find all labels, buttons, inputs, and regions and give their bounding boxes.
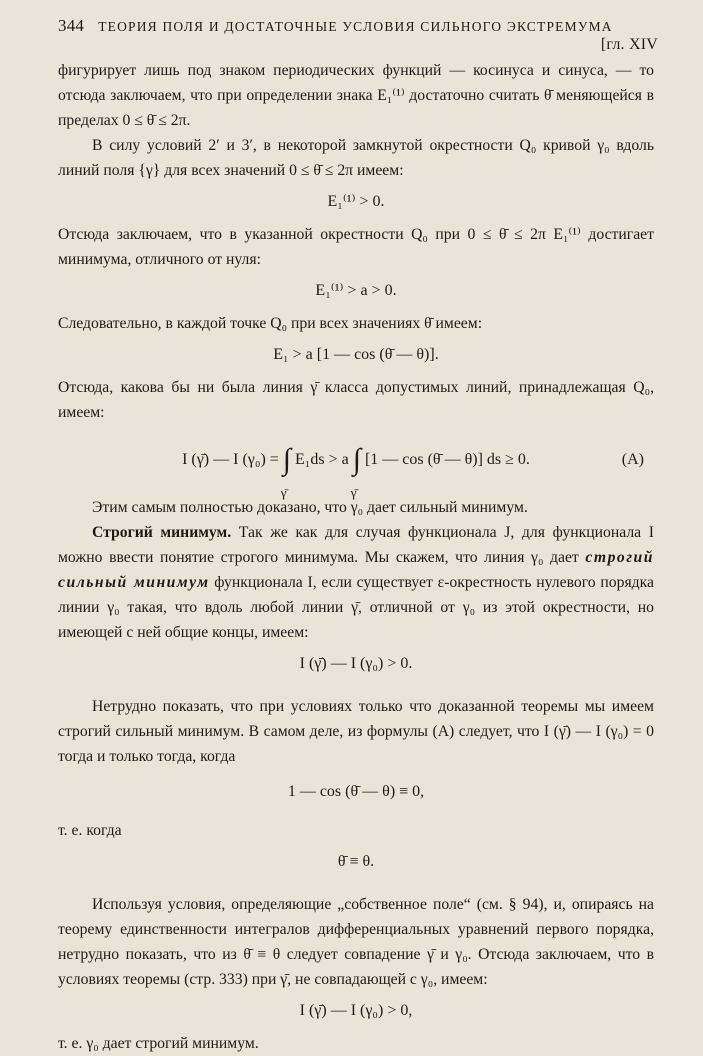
running-title: ТЕОРИЯ ПОЛЯ И ДОСТАТОЧНЫЕ УСЛОВИЯ СИЛЬНОГО ЭКСТРЕМУМА	[98, 19, 613, 34]
paragraph-7	[58, 520, 654, 645]
integral-sub: γ̄	[280, 484, 287, 500]
paragraph-3: Отсюда заключаем, что в указанной окрестности Q₀ при 0 ≤ θ̄ ≤ 2π E₁⁽¹⁾ достигает минимума, отличного от нуля:	[58, 226, 654, 268]
formula-tag: (A)	[621, 451, 644, 468]
integral-sub: γ̄	[350, 484, 357, 500]
formula-7: θ̄ ≡ θ.	[337, 853, 375, 870]
paragraph-4: Следовательно, в каждой точке Q₀ при всех значениях θ̄ имеем:	[58, 315, 483, 332]
page-number: 344	[58, 16, 85, 35]
formula-4-int2: [1 — cos (θ̄ — θ)] ds ≥ 0.	[364, 450, 530, 468]
page-body	[58, 58, 654, 1056]
paragraph-7-b: функционала I, если существует ε-окрестность нулевого порядка линии γ₀ такая, что вдоль любой линии γ̄, отличной от γ₀ из этой окрестности, но имеющей с ней общие концы, имеем:	[58, 574, 654, 641]
formula-2: E₁⁽¹⁾ > a > 0.	[315, 282, 397, 299]
integral-sign: ∫ γ̄	[353, 447, 361, 472]
emphasis-term: строгий сильный минимум	[58, 549, 654, 591]
formula-1: E₁⁽¹⁾ > 0.	[327, 193, 385, 210]
paragraph-6: Этим самым полностью доказано, что γ₀ дает сильный минимум.	[92, 499, 528, 516]
paragraph-8: Нетрудно показать, что при условиях только что доказанной теоремы мы имеем строгий сильный минимум. В самом деле, из формулы (A) следует, что I (γ̄) — I (γ₀) = 0 тогда и только тогда, когда	[58, 698, 654, 765]
paragraph-7-a: Так же как для случая функционала J, для функционала I можно ввести понятие строгого минимума. Мы скажем, что линия γ₀ дает	[58, 524, 654, 566]
chapter-ref: [гл. XIV	[600, 36, 658, 53]
formula-4-left: I (γ̄) — I (γ₀) =	[182, 450, 279, 468]
integral-sign: ∫ γ̄	[283, 447, 291, 472]
formula-6: 1 — cos (θ̄ — θ) ≡ 0,	[287, 783, 425, 800]
formula-8: I (γ̄) — I (γ₀) > 0,	[299, 1002, 413, 1019]
paragraph-9: т. е. когда	[58, 822, 122, 839]
formula-4-int1: E₁ds > a	[295, 450, 349, 468]
section-heading: Строгий минимум.	[92, 524, 232, 541]
formula-5: I (γ̄) — I (γ₀) > 0.	[299, 655, 413, 672]
paragraph-2: В силу условий 2′ и 3′, в некоторой замкнутой окрестности Q₀ кривой γ₀ вдоль линий поля {γ} для всех значений 0 ≤ θ̄ ≤ 2π имеем:	[58, 137, 654, 179]
running-head	[58, 16, 658, 54]
paragraph-11: т. е. γ₀ дает строгий минимум.	[58, 1035, 259, 1052]
formula-3: E₁ > a [1 — cos (θ̄ — θ)].	[273, 346, 439, 363]
paragraph-10: Используя условия, определяющие „собственное поле“ (см. § 94), и, опираясь на теорему единственности интегралов дифференциальных уравнений первого порядка, нетрудно показать, что из θ̄ ≡ θ следует совпадение γ̄ и γ₀. Отсюда заключаем, что в условиях теоремы (стр. 333) при γ̄, не совпадающей с γ₀, имеем:	[58, 896, 654, 988]
paragraph-5: Отсюда, какова бы ни была линия γ̄ класса допустимых линий, принадлежащая Q₀, имеем:	[58, 379, 654, 421]
formula-4	[58, 433, 654, 500]
paragraph-1: фигурирует лишь под знаком периодических функций — косинуса и синуса, — то отсюда заключаем, что при определении знака E₁⁽¹⁾ достаточно считать θ̄ меняющейся в пределах 0 ≤ θ̄ ≤ 2π.	[58, 62, 654, 129]
